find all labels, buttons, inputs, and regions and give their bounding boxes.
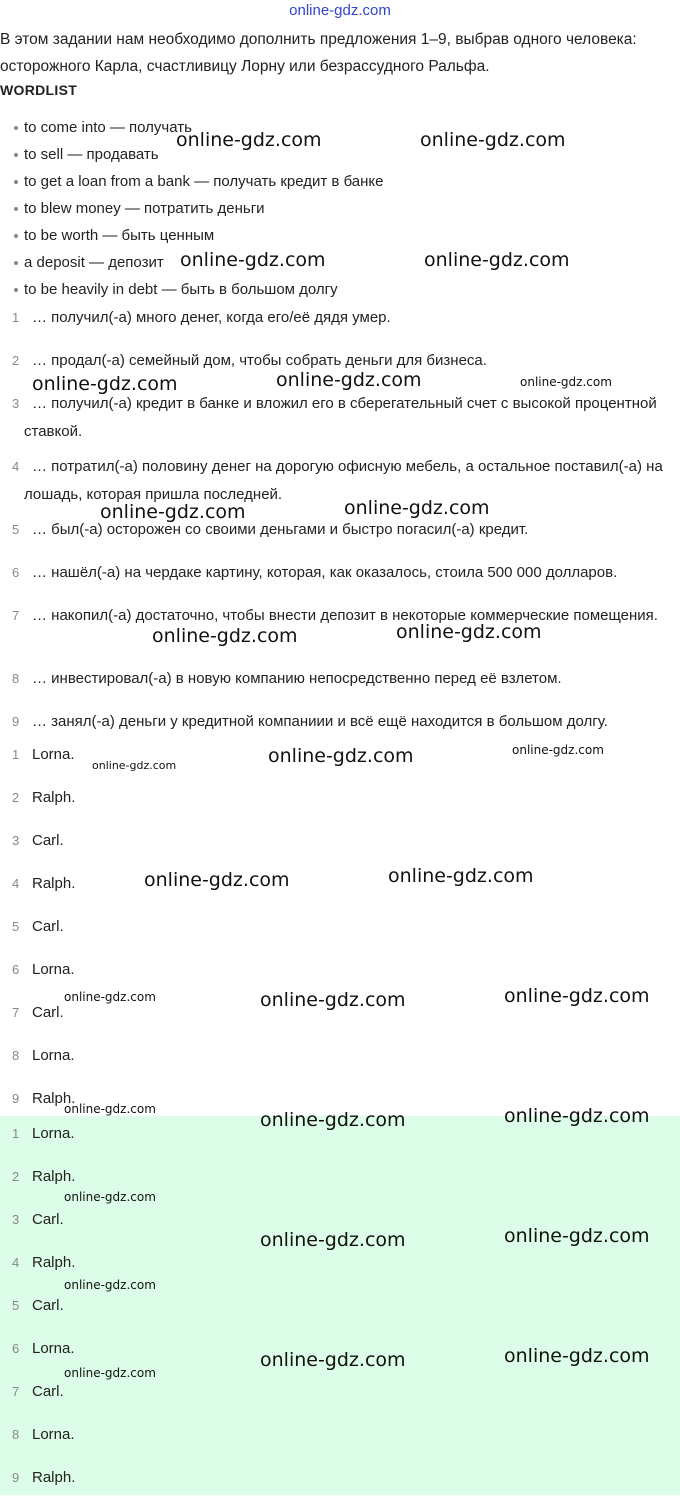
answer-text: Carl.: [32, 1297, 64, 1314]
question-number: 2: [12, 353, 20, 368]
bullet-icon: [14, 234, 18, 238]
question-number: 8: [12, 671, 20, 686]
question-text: … потратил(-а) половину денег на дорогую офисную мебель, а остальное поставил(-а) на лошадь, которая пришла последней.: [24, 458, 663, 503]
answer-text: Carl.: [32, 918, 64, 935]
watermark: online-gdz.com: [64, 1366, 156, 1380]
answer-number: 8: [12, 1048, 20, 1063]
watermark: online-gdz.com: [520, 375, 612, 389]
question-item: [0, 665, 676, 708]
answer-list: [0, 741, 676, 1128]
watermark: online-gdz.com: [504, 1105, 650, 1127]
wordlist-item: [0, 276, 676, 303]
answer-number: 6: [12, 962, 20, 977]
answer-item: [0, 1249, 676, 1292]
watermark: online-gdz.com: [344, 497, 490, 519]
answer-number: 7: [12, 1384, 20, 1399]
wordlist-item-text: to be heavily in debt — быть в большом долгу: [24, 281, 338, 298]
question-text: … занял(-а) деньги у кредитной компаниии и всё ещё находится в большом долгу.: [32, 713, 608, 730]
question-number: 5: [12, 522, 20, 537]
watermark: online-gdz.com: [396, 621, 542, 643]
watermark: online-gdz.com: [176, 129, 322, 151]
watermark: online-gdz.com: [424, 249, 570, 271]
wordlist-item-text: to come into — получать: [24, 119, 192, 136]
answer-number: 2: [12, 1169, 20, 1184]
question-item: [0, 708, 676, 738]
watermark: online-gdz.com: [504, 985, 650, 1007]
answer-text: Ralph.: [32, 1469, 76, 1486]
wordlist-heading: WORDLIST: [0, 82, 78, 98]
answer-item: [0, 1120, 676, 1163]
watermark: online-gdz.com: [64, 990, 156, 1004]
answer-text: Lorna.: [32, 1426, 75, 1443]
watermark: online-gdz.com: [144, 869, 290, 891]
answer-item: [0, 913, 676, 956]
answer-text: Lorna.: [32, 1125, 75, 1142]
answer-text: Carl.: [32, 1211, 64, 1228]
question-number: 4: [12, 459, 20, 474]
watermark: online-gdz.com: [64, 1278, 156, 1292]
answer-item: [0, 870, 676, 913]
answer-number: 2: [12, 790, 20, 805]
answer-text: Lorna.: [32, 1047, 75, 1064]
watermark: online-gdz.com: [260, 1109, 406, 1131]
highlighted-answer-list: [0, 1120, 676, 1507]
wordlist-item: [0, 249, 676, 276]
question-item: [0, 453, 676, 516]
answer-text: Ralph.: [32, 1090, 76, 1107]
wordlist-item: [0, 141, 676, 168]
answer-number: 3: [12, 1212, 20, 1227]
question-item: [0, 559, 676, 602]
answer-item: [0, 999, 676, 1042]
answer-item: [0, 1464, 676, 1507]
answer-number: 6: [12, 1341, 20, 1356]
answer-number: 4: [12, 876, 20, 891]
answer-item: [0, 1206, 676, 1249]
question-item: [0, 390, 676, 453]
answer-number: 4: [12, 1255, 20, 1270]
wordlist-item: [0, 195, 676, 222]
answer-item: [0, 784, 676, 827]
answer-item: [0, 741, 676, 784]
question-item: [0, 304, 676, 347]
wordlist-item: [0, 114, 676, 141]
watermark: online-gdz.com: [388, 865, 534, 887]
question-number: 1: [12, 310, 20, 325]
question-item: [0, 602, 676, 665]
answer-text: Ralph.: [32, 1254, 76, 1271]
answer-text: Ralph.: [32, 875, 76, 892]
answer-text: Carl.: [32, 832, 64, 849]
bullet-icon: [14, 180, 18, 184]
answer-number: 5: [12, 1298, 20, 1313]
answer-item: [0, 956, 676, 999]
answer-number: 9: [12, 1091, 20, 1106]
answer-item: [0, 1163, 676, 1206]
watermark: online-gdz.com: [276, 369, 422, 391]
answer-text: Lorna.: [32, 746, 75, 763]
answer-item: [0, 1292, 676, 1335]
answer-number: 3: [12, 833, 20, 848]
site-title[interactable]: online-gdz.com: [289, 2, 391, 19]
question-text: … получил(-а) кредит в банке и вложил его в сберегательный счет с высокой процентной ставкой.: [24, 395, 657, 440]
watermark: online-gdz.com: [504, 1345, 650, 1367]
watermark: online-gdz.com: [260, 1349, 406, 1371]
wordlist-item-text: to blew money — потратить деньги: [24, 200, 265, 217]
question-item: [0, 347, 676, 390]
question-number: 7: [12, 608, 20, 623]
bullet-icon: [14, 207, 18, 211]
answer-item: [0, 1042, 676, 1085]
answer-number: 9: [12, 1470, 20, 1485]
wordlist-item: [0, 168, 676, 195]
question-text: … нашёл(-а) на чердаке картину, которая, как оказалось, стоила 500 000 долларов.: [32, 564, 618, 581]
bullet-icon: [14, 288, 18, 292]
intro-text: В этом задании нам необходимо дополнить предложения 1–9, выбрав одного человека: осторожного Карла, счастливицу Лорну или безрассудного Ральфа.: [0, 31, 637, 75]
watermark: online-gdz.com: [504, 1225, 650, 1247]
question-list: [0, 304, 676, 738]
bullet-icon: [14, 126, 18, 130]
question-number: 3: [12, 396, 20, 411]
wordlist-item-text: to sell — продавать: [24, 146, 159, 163]
answer-number: 1: [12, 747, 20, 762]
question-number: 6: [12, 565, 20, 580]
watermark: online-gdz.com: [64, 1102, 156, 1116]
wordlist-item: [0, 222, 676, 249]
bullet-icon: [14, 153, 18, 157]
answer-number: 8: [12, 1427, 20, 1442]
answer-item: [0, 827, 676, 870]
watermark: online-gdz.com: [92, 759, 177, 772]
answer-text: Lorna.: [32, 961, 75, 978]
answer-item: [0, 1378, 676, 1421]
watermark: online-gdz.com: [268, 745, 414, 767]
answer-number: 5: [12, 919, 20, 934]
wordlist: [0, 114, 676, 303]
answer-text: Ralph.: [32, 1168, 76, 1185]
answer-text: Carl.: [32, 1383, 64, 1400]
question-text: … инвестировал(-а) в новую компанию непосредственно перед её взлетом.: [32, 670, 562, 687]
wordlist-item-text: to get a loan from a bank — получать кредит в банке: [24, 173, 384, 190]
watermark: online-gdz.com: [180, 249, 326, 271]
question-text: … накопил(-а) достаточно, чтобы внести депозит в некоторые коммерческие помещения.: [32, 607, 658, 624]
watermark: online-gdz.com: [152, 625, 298, 647]
watermark: online-gdz.com: [64, 1190, 156, 1204]
answer-item: [0, 1335, 676, 1378]
answer-number: 1: [12, 1126, 20, 1141]
watermark: online-gdz.com: [260, 989, 406, 1011]
question-text: … получил(-а) много денег, когда его/её дядя умер.: [32, 309, 391, 326]
answer-text: Lorna.: [32, 1340, 75, 1357]
question-number: 9: [12, 714, 20, 729]
answer-text: Ralph.: [32, 789, 76, 806]
watermark: online-gdz.com: [100, 501, 246, 523]
question-text: … был(-а) осторожен со своими деньгами и быстро погасил(-а) кредит.: [32, 521, 529, 538]
answer-item: [0, 1421, 676, 1464]
watermark: online-gdz.com: [32, 373, 178, 395]
answer-number: 7: [12, 1005, 20, 1020]
wordlist-item-text: a deposit — депозит: [24, 254, 164, 271]
wordlist-item-text: to be worth — быть ценным: [24, 227, 215, 244]
question-item: [0, 516, 676, 559]
watermark: online-gdz.com: [260, 1229, 406, 1251]
answer-text: Carl.: [32, 1004, 64, 1021]
watermark: online-gdz.com: [420, 129, 566, 151]
watermark: online-gdz.com: [512, 743, 604, 757]
question-text: … продал(-а) семейный дом, чтобы собрать деньги для бизнеса.: [32, 352, 487, 369]
bullet-icon: [14, 261, 18, 265]
